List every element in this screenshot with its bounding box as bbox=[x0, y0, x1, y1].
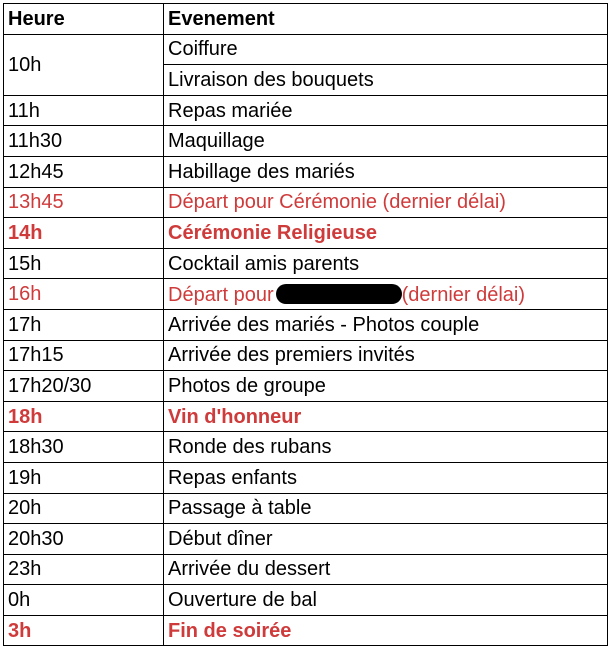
time-cell: 3h bbox=[4, 615, 164, 646]
time-cell: 17h bbox=[4, 309, 164, 340]
time-cell: 17h20/30 bbox=[4, 371, 164, 402]
table-row bbox=[4, 401, 608, 432]
table-row bbox=[4, 187, 608, 218]
event-cell: Vin d'honneur bbox=[164, 401, 608, 432]
event-text-before: Départ pour bbox=[168, 283, 274, 306]
event-cell: Arrivée des mariés - Photos couple bbox=[164, 309, 608, 340]
time-cell: 0h bbox=[4, 585, 164, 616]
table-row bbox=[4, 554, 608, 585]
event-cell: Repas enfants bbox=[164, 462, 608, 493]
table-row bbox=[4, 279, 608, 310]
event-cell: Maquillage bbox=[164, 126, 608, 157]
table-row bbox=[4, 309, 608, 340]
schedule-header bbox=[4, 4, 608, 35]
table-row bbox=[4, 218, 608, 249]
time-cell: 11h30 bbox=[4, 126, 164, 157]
event-text-after: (dernier délai) bbox=[401, 283, 526, 306]
time-cell: 12h45 bbox=[4, 156, 164, 187]
time-cell: 18h bbox=[4, 401, 164, 432]
event-cell: Livraison des bouquets bbox=[164, 65, 608, 96]
event-cell: Arrivée du dessert bbox=[164, 554, 608, 585]
header-event: Evenement bbox=[164, 4, 608, 35]
time-cell: 15h bbox=[4, 248, 164, 279]
time-cell: 10h bbox=[4, 34, 164, 95]
event-cell: Habillage des mariés bbox=[164, 156, 608, 187]
event-cell: Ronde des rubans bbox=[164, 432, 608, 463]
table-row bbox=[4, 156, 608, 187]
table-row bbox=[4, 248, 608, 279]
table-row bbox=[4, 462, 608, 493]
event-cell bbox=[164, 279, 608, 310]
time-cell: 16h bbox=[4, 279, 164, 310]
header-time: Heure bbox=[4, 4, 164, 35]
schedule-table bbox=[3, 3, 608, 646]
time-cell: 20h bbox=[4, 493, 164, 524]
event-cell: Cocktail amis parents bbox=[164, 248, 608, 279]
table-row bbox=[4, 340, 608, 371]
schedule-body bbox=[4, 34, 608, 646]
table-row bbox=[4, 95, 608, 126]
table-row bbox=[4, 371, 608, 402]
event-cell: Début dîner bbox=[164, 524, 608, 555]
header-row bbox=[4, 4, 608, 35]
table-row bbox=[4, 432, 608, 463]
time-cell: 14h bbox=[4, 218, 164, 249]
table-row bbox=[4, 34, 608, 65]
event-cell: Fin de soirée bbox=[164, 615, 608, 646]
event-cell: Photos de groupe bbox=[164, 371, 608, 402]
time-cell: 23h bbox=[4, 554, 164, 585]
time-cell: 20h30 bbox=[4, 524, 164, 555]
time-cell: 11h bbox=[4, 95, 164, 126]
redaction-mark bbox=[276, 284, 402, 304]
event-cell: Ouverture de bal bbox=[164, 585, 608, 616]
table-row bbox=[4, 493, 608, 524]
event-cell: Cérémonie Religieuse bbox=[164, 218, 608, 249]
time-cell: 19h bbox=[4, 462, 164, 493]
table-row bbox=[4, 126, 608, 157]
time-cell: 17h15 bbox=[4, 340, 164, 371]
time-cell: 13h45 bbox=[4, 187, 164, 218]
time-cell: 18h30 bbox=[4, 432, 164, 463]
event-cell: Départ pour Cérémonie (dernier délai) bbox=[164, 187, 608, 218]
table-row bbox=[4, 615, 608, 646]
table-row bbox=[4, 585, 608, 616]
event-cell: Coiffure bbox=[164, 34, 608, 65]
event-cell: Repas mariée bbox=[164, 95, 608, 126]
event-cell: Arrivée des premiers invités bbox=[164, 340, 608, 371]
table-row bbox=[4, 524, 608, 555]
event-cell: Passage à table bbox=[164, 493, 608, 524]
